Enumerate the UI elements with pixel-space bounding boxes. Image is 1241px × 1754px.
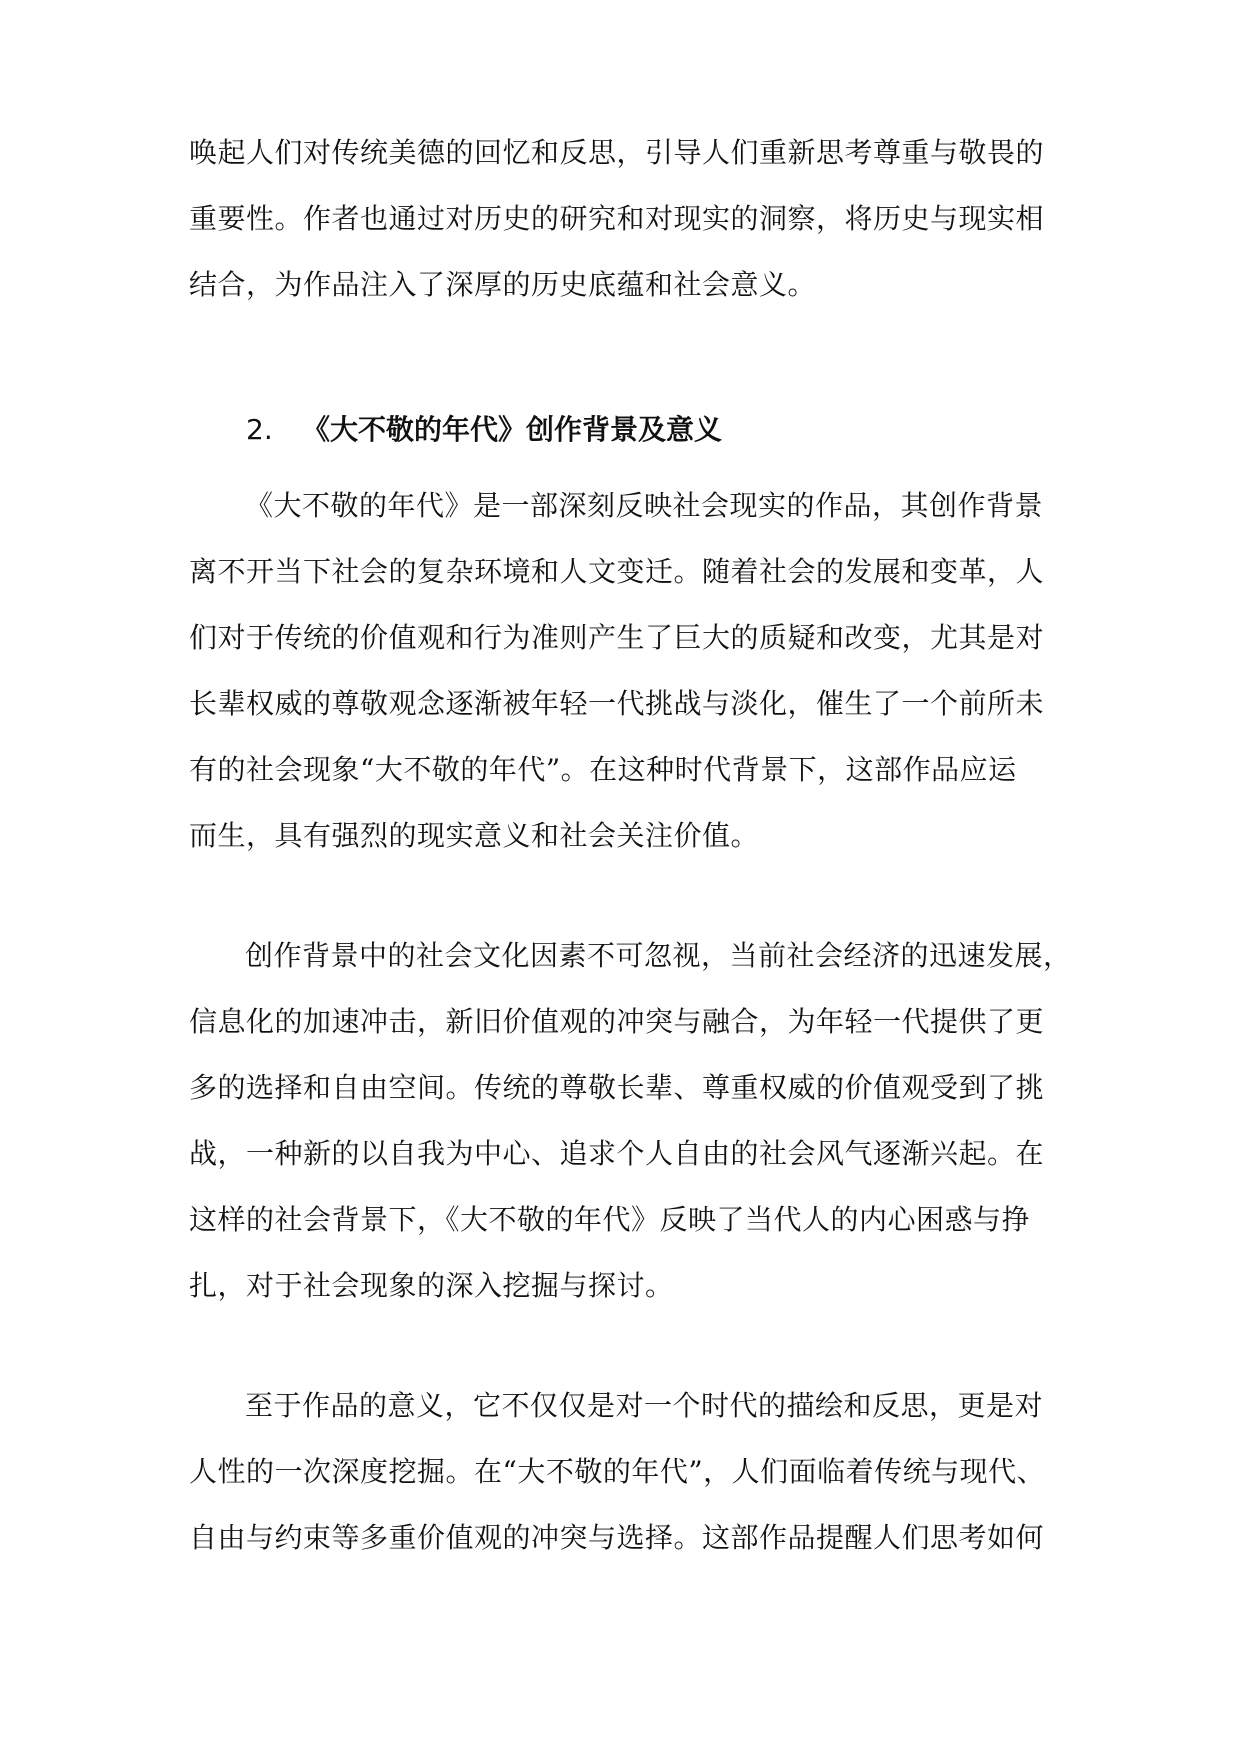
paragraph-line: 自由与约束等多重价值观的冲突与选择。这部作品提醒人们思考如何 (189, 1521, 1045, 1554)
paragraph-line: 长辈权威的尊敬观念逐渐被年轻一代挑战与淡化，催生了一个前所未 (189, 687, 1045, 720)
paragraph-line: 至于作品的意义，它不仅仅是对一个时代的描绘和反思，更是对 (245, 1389, 1044, 1422)
paragraph-line: 《大不敬的年代》是一部深刻反映社会现实的作品，其创作背景 (245, 489, 1044, 522)
paragraph-line: 创作背景中的社会文化因素不可忽视，当前社会经济的迅速发展， (245, 939, 1072, 972)
paragraph-line: 重要性。作者也通过对历史的研究和对现实的洞察，将历史与现实相 (189, 202, 1045, 235)
paragraph-line: 离不开当下社会的复杂环境和人文变迁。随着社会的发展和变革，人 (189, 555, 1045, 588)
paragraph-line: 战，一种新的以自我为中心、追求个人自由的社会风气逐渐兴起。在 (189, 1137, 1045, 1170)
paragraph-line: 们对于传统的价值观和行为准则产生了巨大的质疑和改变，尤其是对 (189, 621, 1045, 654)
paragraph-line: 这样的社会背景下，《大不敬的年代》反映了当代人的内心困惑与挣 (189, 1203, 1031, 1236)
paragraph-line: 信息化的加速冲击，新旧价值观的冲突与融合，为年轻一代提供了更 (189, 1005, 1045, 1038)
section-title: 《大不敬的年代》创作背景及意义 (302, 413, 723, 446)
paragraph-line: 有的社会现象“大不敬的年代”。在这种时代背景下，这部作品应运 (189, 753, 1017, 786)
paragraph-line: 扎，对于社会现象的深入挖掘与探讨。 (189, 1269, 674, 1302)
paragraph-line: 人性的一次深度挖掘。在“大不敬的年代”，人们面临着传统与现代、 (189, 1455, 1046, 1488)
section-heading (246, 410, 1059, 450)
paragraph-line: 而生，具有强烈的现实意义和社会关注价值。 (189, 819, 760, 852)
paragraph-line: 结合，为作品注入了深厚的历史底蕴和社会意义。 (189, 268, 817, 301)
paragraph-line: 唤起人们对传统美德的回忆和反思，引导人们重新思考尊重与敬畏的 (189, 136, 1045, 169)
section-number: 2. (246, 413, 273, 446)
paragraph-line: 多的选择和自由空间。传统的尊敬长辈、尊重权威的价值观受到了挑 (189, 1071, 1045, 1104)
